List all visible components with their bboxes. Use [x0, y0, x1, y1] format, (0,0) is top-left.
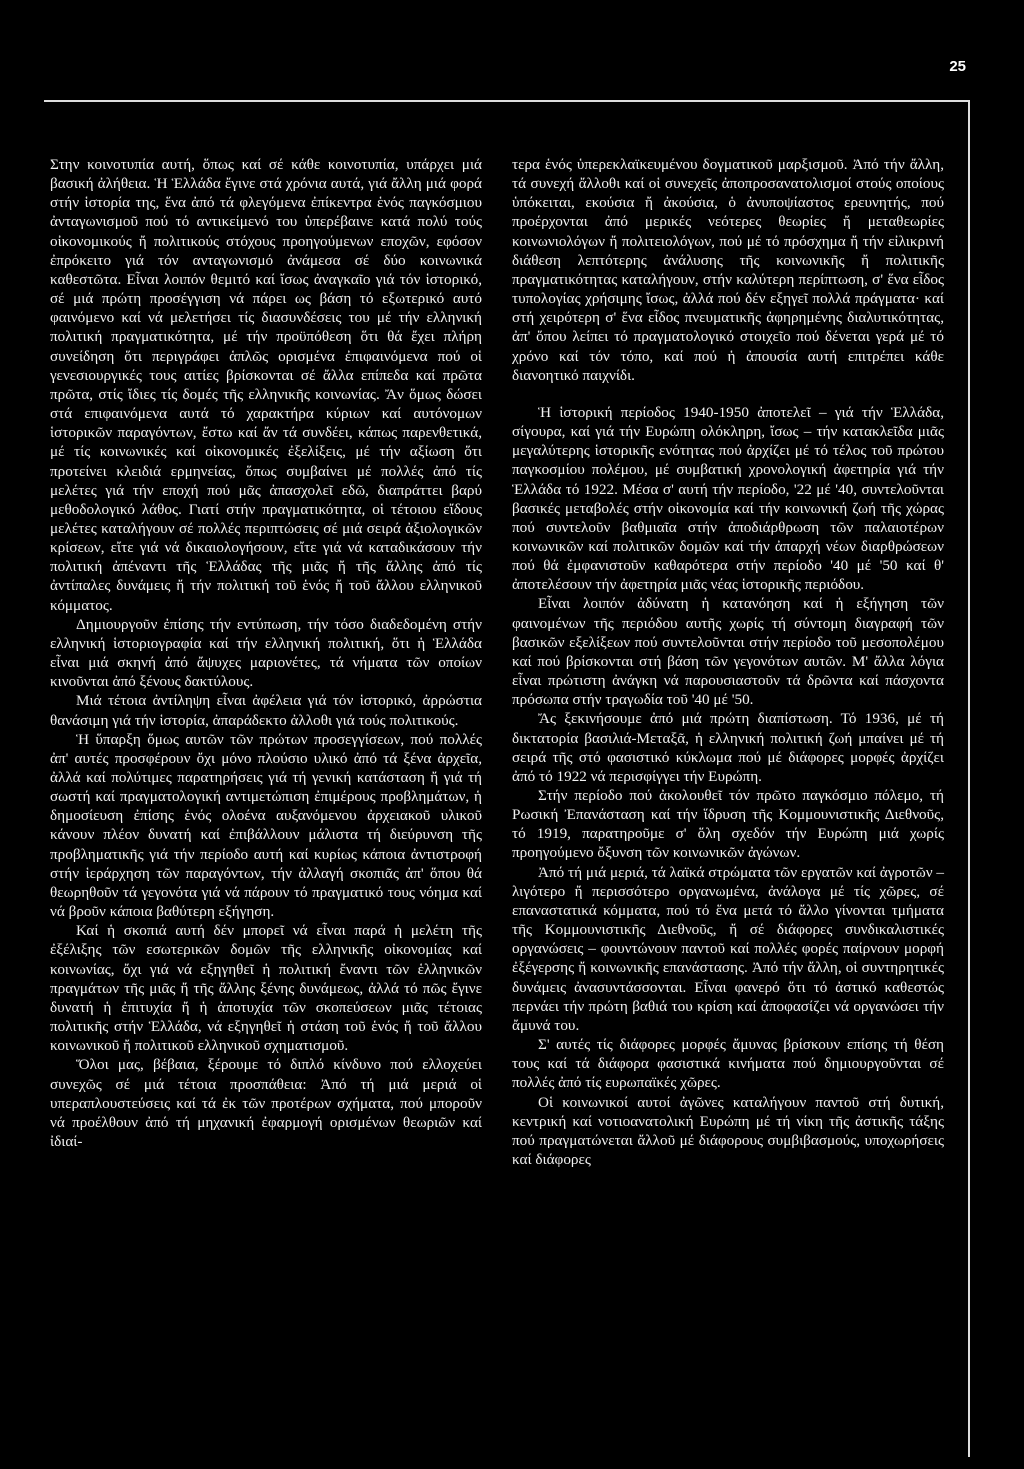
paragraph: Ἀπό τή μιά μεριά, τά λαϊκά στρώματα τῶν εργατῶν καί ἀγροτῶν – λιγότερο ἤ περισσότερο οργανωμένα, ἀνάλογα μέ τίς χῶρες, σέ επαναστατικά κόμματα, πού τό ἕνα μετά τό ἄλλο γίνονται τμήματα τῆς Κομμουνιστικῆς Διεθνοῦς, ἤ σέ διάφορες συνδικαλιστικές οργανώσεις – φουντώνουν παντοῦ καί πολλές φορές παίρνουν μορφή ἐξέγερσης ἤ κοινωνικῆς επανάστασης. Ἀπό τήν ἄλλη, οἱ συντηρητικές δυνάμεις ἀνασυντάσσονται. Εἶναι φανερό ὅτι τό ἀστικό καθεστώς περνάει τήν πρώτη βαθιά του κρίση καί ἀποφασίζει νά οργανώσει τήν ἄμυνά του. — [512, 863, 944, 1034]
right-column — [512, 155, 944, 1169]
paragraph: τερα ἑνός ὑπερεκλαϊκευμένου δογματικοῦ μαρξισμοῦ. Ἀπό τήν ἄλλη, τά συνεχή ἄλλοθι καί οἱ συνεχεῖς ἀποπροσανατολισμοί στούς οποίους ὑπόκειται, εκούσια ἤ ἀκούσια, ὁ ἀνυποψίαστος ερευνητής, πού προέρχονται ἀπό μερικές νεότερες θεωρίες ἤ μεταθεωρίες κοινωνιολόγων ἤ πολιτειολόγων, πού μέ τό πρόσχημα ἤ τήν εἰλικρινή διάθεση λεπτότερης ἀνάλυσης τῆς κοινωνικῆς ἤ πολιτικῆς πραγματικότητας καταλήγουν, στήν καλύτερη περίπτωση, σ' ἕνα εἶδος τυπολογίας χρήσιμης ἴσως, ἀλλά πού δέν εξηγεῖ πολλά πράγματα· καί στή χειρότερη σ' ἕνα εἶδος πνευματικῆς ἀφηρημένης διαλυτικότητας, ἀπ' ὅπου λείπει τό πραγματολογικό στοιχεῖο πού δένεται γερά μέ τό χρόνο καί τόν τόπο, καί πού ἡ ἀπουσία αυτή επιτρέπει κάθε διανοητικό παιχνίδι. — [512, 156, 944, 384]
paragraph: Ἡ ἱστορική περίοδος 1940-1950 ἀποτελεῖ – γιά τήν Ἑλλάδα, σίγουρα, καί γιά τήν Ευρώπη ολόκληρη, ἴσως – τήν κατακλεῖδα μιᾶς μεγαλύτερης ἱστορικῆς ενότητας πού ἀρχίζει μέ τό τέλος τοῦ πρώτου παγκοσμίου πολέμου, μέ συμβατική χρονολογική ἀφετηρία γιά τήν Ἑλλάδα τό 1922. Μέσα σ' αυτή τήν περίοδο, '22 μέ '40, συντελοῦνται βασικές μεταβολές στήν οἰκονομία καί τήν κοινωνική ζωή τῆς χώρας πού συντελοῦν βαθμιαῖα στήν ἀποδιάρθρωση τῶν παλαιοτέρων κοινωνικῶν καί πολιτικῶν δομῶν καί τήν ἀπαρχή νέων διαρθρώσεων πού θά ἐμφανιστοῦν καθαρότερα στήν περίοδο '40 μέ '50 καί θ' ἀποτελέσουν τήν ἀφετηρία μιᾶς νέας ἱστορικῆς περιόδου. — [512, 403, 944, 594]
paragraph: Οἱ κοινωνικοί αυτοί ἀγῶνες καταλήγουν παντοῦ στή δυτική, κεντρική καί νοτιοανατολική Ευρώπη μέ τή νίκη τῆς ἀστικῆς τάξης πού πραγματώνεται ἄλλοῦ μέ διάφορους συμβιβασμούς, υποχωρήσεις καί διάφορες — [512, 1093, 944, 1168]
paragraph: Ὅλοι μας, βέβαια, ξέρουμε τό διπλό κίνδυνο πού ελλοχεύει συνεχῶς σέ μιά τέτοια προσπάθεια: Ἀπό τή μιά μεριά οἱ υπεραπλουστεύσεις καί τά ἐκ τῶν προτέρων σχήματα, πού μποροῦν νά προέλθουν ἀπό τή μηχανική ἐφαρμογή ορισμένων θεωριῶν καί ἰδιαί- — [50, 1056, 482, 1150]
paragraph: Εἶναι λοιπόν ἀδύνατη ἡ κατανόηση καί ἡ εξήγηση τῶν φαινομένων τῆς περιόδου αυτῆς χωρίς τή σύντομη διαγραφή τῶν βασικῶν εξελίξεων πού συντελοῦνται στήν περίοδο τοῦ μεσοπολέμου καί πού βρίσκονται στή βάση τῶν γεγονότων αυτῶν. Μ' ἄλλα λόγια εἶναι πρώτιστη ἀνάγκη νά παρουσιαστοῦν τά δρῶντα καί πάσχοντα πρόσωπα στήν τραγωδία τοῦ '40 μέ '50. — [512, 595, 944, 709]
paragraph: Ἄς ξεκινήσουμε ἀπό μιά πρώτη διαπίστωση. Τό 1936, μέ τή δικτατορία βασιλιά-Μεταξᾶ, ἡ ελληνική πολιτική ζωή μπαίνει μέ τή σειρά τῆς στό φασιστικό κύκλωμα πού μέ διάφορες μορφές ἀρχίζει ἀπό τό 1922 νά περισφίγγει τήν Ευρώπη. — [512, 710, 944, 785]
left-column — [50, 155, 482, 1151]
paragraph: Στήν περίοδο πού ἀκολουθεῖ τόν πρῶτο παγκόσμιο πόλεμο, τή Ρωσική Ἐπανάσταση καί τήν ἵδρυση τῆς Κομμουνιστικῆς Διεθνοῦς, τό 1919, παρατηροῦμε σ' ὅλη σχεδόν τήν Ευρώπη μιά χωρίς προηγούμενο ὄξυνση τῶν κοινωνικῶν ἀγώνων. — [512, 787, 944, 862]
page-number: 25 — [949, 58, 966, 75]
paragraph: Σ' αυτές τίς διάφορες μορφές ἄμυνας βρίσκουν επίσης τή θέση τους καί τά διάφορα φασιστικά κινήματα πού δημιουργοῦνται σέ πολλές ἀπό τίς ευρωπαϊκές χῶρες. — [512, 1036, 944, 1092]
paragraph: Ἡ ὕπαρξη ὅμως αυτῶν τῶν πρώτων προσεγγίσεων, πού πολλές ἀπ' αυτές προσφέρουν ὄχι μόνο πλούσιο υλικό ἀπό τά ξένα ἀρχεῖα, ἀλλά καί πολύτιμες παρατηρήσεις γιά τή γενική κατάσταση ἤ γιά τή σωστή καί πραγματολογική αντιμετώπιση ἐπιμέρους προβλημάτων, ἡ δημοσίευση ἐπίσης ἑνός ολοένα αυξανόμενου ἀρχειακοῦ υλικοῦ κάνουν πλέον δυνατή καί ἐπιβάλλουν μάλιστα τή διεύρυνση τῆς προβληματικῆς γιά τήν περίοδο αυτή καί κυρίως κάποια ἀντιστροφή στήν ἱεράρχηση τῶν παραγόντων, τήν ἀλλαγή σκοπιᾶς ἀπ' ὅπου θά θεωρηθοῦν τά γεγονότα γιά νά πάρουν τό πραγματικό τους νόημα καί νά βροῦν κάποια βαθύτερη εξήγηση. — [50, 730, 482, 921]
paragraph: Δημιουργοῦν ἐπίσης τήν εντύπωση, τήν τόσο διαδεδομένη στήν ελληνική ἱστοριογραφία καί τήν ελληνική πολιτική, ὅτι ἡ Ἑλλάδα εἶναι μιά σκηνή ἀπό ἄψυχες μαριονέτες, τά νήματα τῶν οποίων κινοῦνται ἀπό ξένους δακτύλους. — [50, 615, 482, 691]
paragraph: Στην κοινοτυπία αυτή, ὅπως καί σέ κάθε κοινοτυπία, υπάρχει μιά βασική ἀλήθεια. Ἡ Ἑλλάδα ἔγινε στά χρόνια αυτά, γιά ἄλλη μιά φορά στήν ἱστορία της, ἕνα ἀπό τά φλεγόμενα ἐπίκεντρα ἑνός παγκόσμιου ἀνταγωνισμοῦ πού τό αντικείμενό του ὑπερέβαινε κατά πολύ τούς οἰκονομικούς ἤ πολιτικούς στόχους προηγούμενων εποχῶν, εφόσον ἐπρόκειτο γιά τόν ανταγωνισμό ἀνάμεσα σέ δύο κοινωνικά καθεστῶτα. Εἶναι λοιπόν θεμιτό καί ἴσως ἀναγκαῖο γιά τόν ἱστορικό, σέ μιά πρώτη προσέγγιση νά πάρει ως βάση τό εξωτερικό αυτό φαινόμενο καί νά μελετήσει τίς διασυνδέσεις του μέ τήν ελληνική πολιτική πραγματικότητα, μέ τήν προϋπόθεση ὅτι θά ἔχει πλήρη συνείδηση ὅτι περιγράφει ἁπλῶς ορισμένα ἐπιφαινόμενα πού οἱ γενεσιουργικές τους αιτίες βρίσκονται σέ ἄλλα επίπεδα καί πρῶτα πρῶτα, στίς ἴδιες τίς δομές τῆς ελληνικῆς κοινωνίας. Ἄν ὅμως δώσει στά επιφαινόμενα αυτά τό χαρακτήρα κύριων καί αυτόνομων ἱστορικῶν παραγόντων, ἔστω καί ἄν τά συνδέει, κάπως παρενθετικά, μέ τίς κοινωνικές καί οἰκονομικές ἐξελίξεις, μέ τήν αξίωση ὅτι προτείνει κλειδιά ερμηνείας, ὅπως συμβαίνει μέ πολλές ἀπό τίς μελέτες γιά τήν εποχή πού μᾶς ἀπασχολεῖ εδῶ, διαπράττει βαρύ μεθοδολογικό λάθος. Γιατί στήν πραγματικότητα, οἱ τέτοιου εἴδους μελέτες καταλήγουν σέ πολλές περιπτώσεις σέ μιά σειρά ἀξιολογικῶν κρίσεων, εἴτε γιά νά δικαιολογήσουν, εἴτε γιά νά καταδικάσουν τήν πολιτική ἀπέναντι τῆς Ἑλλάδας τῆς μιᾶς ἤ τῆς ἄλλης ἀπό τίς ἀντίπαλες δυνάμεις ἤ τήν πολιτική τοῦ ἑνός ἤ τοῦ ἄλλου ελληνικοῦ κόμματος. — [50, 156, 482, 614]
paragraph: Μιά τέτοια ἀντίληψη εἶναι ἀφέλεια γιά τόν ἱστορικό, ἀρρώστια θανάσιμη γιά τήν ἱστορία, ἀπαράδεκτο ἀλλοθι γιά τούς πολιτικούς. — [50, 692, 482, 729]
paragraph: Καί ἡ σκοπιά αυτή δέν μπορεῖ νά εἶναι παρά ἡ μελέτη τῆς ἐξέλιξης τῶν εσωτερικῶν δομῶν τῆς ελληνικῆς οἰκονομίας καί κοινωνίας, ὄχι γιά νά εξηγηθεῖ ἡ πολιτική ἔναντι τῶν ἑλληνικῶν πραγμάτων τῆς μιᾶς ἤ τῆς ἄλλης ξένης δυνάμεως, ἀλλά τό πῶς ἔγινε δυνατή ἡ ἐπιτυχία ἤ ἡ ἀποτυχία τῶν σκοπεύσεων μιᾶς τέτοιας πολιτικῆς στήν Ἑλλάδα, νά εξηγηθεῖ ἡ στάση τοῦ ἑνός ἤ τοῦ ἄλλου κοινωνικοῦ ἤ πολιτικοῦ ελληνικοῦ σχηματισμοῦ. — [50, 922, 482, 1055]
